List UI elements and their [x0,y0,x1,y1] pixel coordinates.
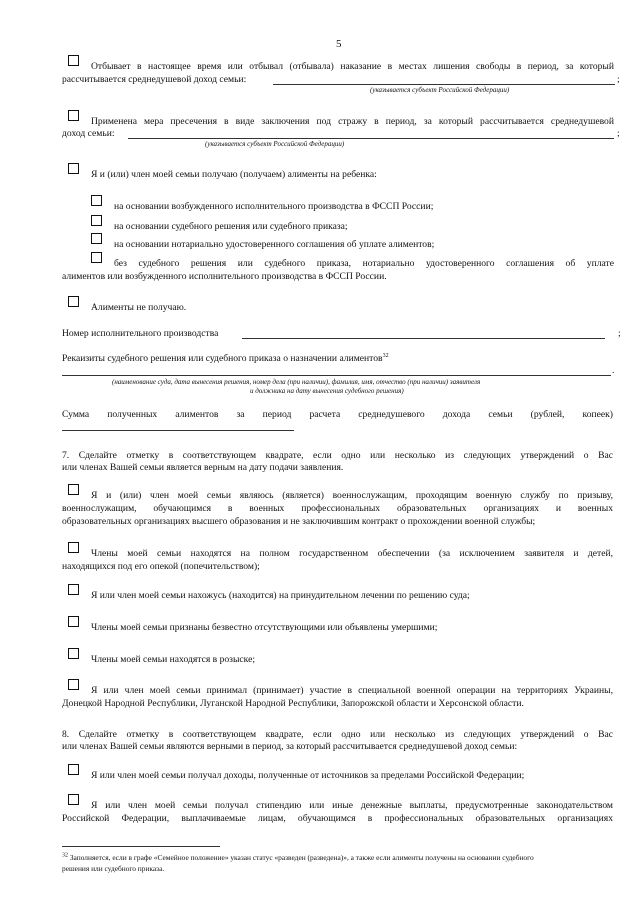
alimony-opt3-checkbox[interactable] [91,233,102,244]
custody-end: ; [617,128,620,139]
section7-item6-line2: Донецкой Народной Республики, Луганской Народной Республики, Запорожской области и Херсонской области. [62,698,524,709]
section7-item1-checkbox[interactable] [68,484,79,495]
court-details-hint-line2: и должника на дату вынесения судебного решения) [250,387,404,395]
section7-item3-checkbox[interactable] [68,584,79,595]
section7-item2-line1: Члены моей семьи находятся на полном государственном обеспечении (за исключением заявителя и детей, [91,548,613,559]
custody-text-line1: Применена мера пресечения в виде заключения под стражу в период, за который рассчитывается среднедушевой [91,116,614,127]
prison-end: ; [617,74,620,85]
court-footnote-ref: 32 [382,352,389,359]
alimony-opt3-text: на основании нотариально удостоверенного соглашения об уплате алиментов; [114,239,435,250]
section7-item1-line2: военнослужащим, обучающимся в военных профессиональных образовательных организациях и военных [62,503,613,514]
section8-item1-checkbox[interactable] [68,764,79,775]
alimony-opt2-text: на основании судебного решения или судебного приказа; [114,221,348,232]
section7-intro-line2: или членах Вашей семьи является верным на дату подачи заявления. [62,462,344,473]
section7-item5-checkbox[interactable] [68,648,79,659]
prison-text-line1: Отбывает в настоящее время или отбывал (отбывала) наказание в местах лишения свободы в период, за который [91,61,614,72]
alimony-opt4-checkbox[interactable] [91,252,102,263]
footnote-line2: решения или судебного приказа. [62,864,165,873]
alimony-none-text: Алименты не получаю. [91,302,187,313]
section7-item1-line3: образовательных организациях высшего образования и не заключившим контракт о прохождении военной службы; [62,516,536,527]
enforcement-end: ; [618,328,621,339]
section7-item4-text: Члены моей семьи признаны безвестно отсутствующими или объявлены умершими; [91,622,438,633]
section8-intro-line1: 8. Сделайте отметку в соответствующем квадрате, если одно или несколько из следующих утверждений о Вас [62,729,613,740]
alimony-opt4-line1: без судебного решения или судебного приказа, нотариально удостоверенного соглашения об уплате [114,258,614,269]
alimony-amount-label: Сумма полученных алиментов за период расчета среднедушевого дохода семьи (рублей, копеек) [62,409,613,420]
section8-item1-text: Я или член моей семьи получал доходы, полученные от источников за пределами Российской Федерации; [91,770,525,781]
section7-item2-checkbox[interactable] [68,542,79,553]
section8-item2-line1: Я или член моей семьи получал стипендию или иные денежные выплаты, предусмотренные законодательством [91,800,613,811]
court-details-field[interactable] [62,375,611,376]
alimony-receive-text: Я и (или) член моей семьи получаю (получаем) алименты на ребенка: [91,169,377,180]
alimony-none-checkbox[interactable] [68,296,79,307]
section8-intro-line2: или членах Вашей семьи являются верными в период, за который рассчитывается среднедушевой доход семьи: [62,741,518,752]
section7-item4-checkbox[interactable] [68,616,79,627]
section8-item2-line2: Российской Федерации, выплачиваемые лицам, обучающимся в профессиональных образовательных организациях [62,813,613,824]
section8-item2-checkbox[interactable] [68,794,79,805]
enforcement-number-field[interactable] [242,338,605,339]
prison-text-line2: рассчитывается среднедушевой доход семьи: [62,74,247,85]
enforcement-label: Номер исполнительного производства [62,328,219,339]
footnote-divider [62,846,220,847]
custody-checkbox[interactable] [68,110,79,121]
section7-item3-text: Я или член моей семьи нахожусь (находится) на принудительном лечении по решению суда; [91,590,470,601]
section7-intro-line1: 7. Сделайте отметку в соответствующем квадрате, если одно или несколько из следующих утверждений о Вас [62,450,613,461]
alimony-opt1-text: на основании возбужденного исполнительного производства в ФССП России; [114,201,434,212]
section7-item5-text: Члены моей семьи находятся в розыске; [91,654,256,665]
section7-item6-line1: Я или член моей семьи принимал (принимает) участие в специальной военной операции на территориях Украины, [91,685,613,696]
section7-item1-line1: Я и (или) член моей семьи являюсь (является) военнослужащим, проходящим военную службу по призыву, [91,490,613,501]
prison-checkbox[interactable] [68,55,79,66]
page-number: 5 [336,38,342,50]
prison-region-field[interactable] [273,84,615,85]
court-details-label: Рекаизиты судебного решения или судебного приказа о назначении алиментов$^{32}$ [62,352,389,364]
alimony-opt4-line2: алиментов или возбужденного исполнительного производства в ФССП России. [62,271,387,282]
custody-region-field[interactable] [128,138,614,139]
custody-text-line2: доход семьи: [62,128,115,139]
section7-item6-checkbox[interactable] [68,679,79,690]
footnote-ref: 32 [62,852,68,859]
custody-region-hint: (указывается субъект Российской Федерации) [205,140,345,148]
alimony-opt1-checkbox[interactable] [91,195,102,206]
court-details-end: . [612,365,615,376]
alimony-receive-checkbox[interactable] [68,163,79,174]
alimony-opt2-checkbox[interactable] [91,215,102,226]
footnote-line1: $^{32}$ Заполняется, если в графе «Семейное положение» указан статус «разведен (разведена)», а также если алименты получены на основании судебного [62,852,534,862]
section7-item2-line2: находящихся под его опекой (попечительством); [62,561,260,572]
prison-region-hint: (указывается субъект Российской Федерации) [370,86,510,94]
alimony-amount-field[interactable] [62,430,294,431]
court-details-hint-line1: (наименование суда, дата вынесения решения, номер дела (при наличии), фамилия, имя, отчество (при наличии) заявителя [112,378,481,386]
